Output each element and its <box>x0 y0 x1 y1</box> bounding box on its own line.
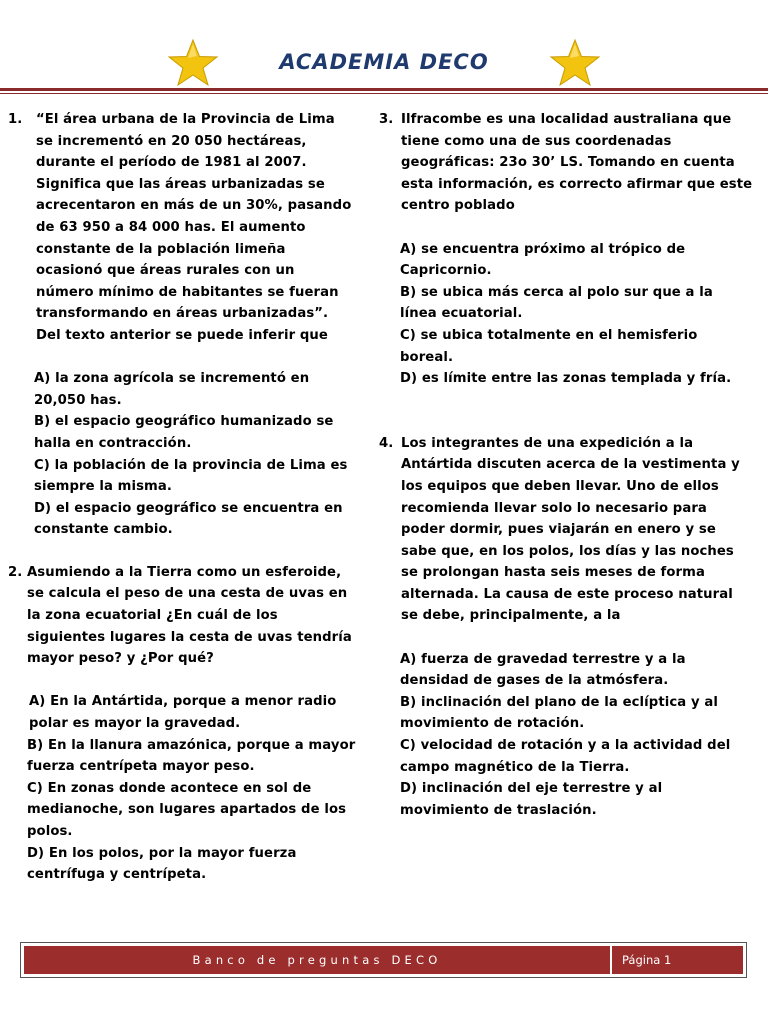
option-b: B) inclinación del plano de la eclíptica y al movimiento de rotación. <box>400 694 718 732</box>
option-b: B) En la llanura amazónica, porque a mayor fuerza centrípeta mayor peso. <box>27 737 356 775</box>
option-d: D) En los polos, por la mayor fuerza centrífuga y centrípeta. <box>27 845 297 883</box>
question-number: 1. <box>8 112 23 127</box>
page-title: ACADEMIA DECO <box>279 50 489 74</box>
question-4 <box>379 433 754 627</box>
question-2 <box>8 562 356 670</box>
options-2 <box>8 691 356 885</box>
options-3 <box>379 239 754 390</box>
option-a: A) la zona agrícola se incrementó en 20,050 has. <box>34 371 310 408</box>
option-a: A) En la Antártida, porque a menor radio polar es mayor la gravedad. <box>29 694 337 732</box>
header-rule-thin <box>0 93 768 94</box>
option-a: A) fuerza de gravedad terrestre y a la densidad de gases de la atmósfera. <box>400 651 686 689</box>
option-c: C) En zonas donde acontece en sol de medianoche, son lugares apartados de los polos. <box>27 780 347 839</box>
option-d: D) inclinación del eje terrestre y al movimiento de traslación. <box>400 781 663 818</box>
question-stem: Los integrantes de una expedición a la Antártida discuten acerca de la vestimenta y los equipos que deben llevar. Uno de ellos recomienda llevar solo lo necesario para poder dormir, pues viajarán en enero y se sabe que, en los polos, los días y las noches se prolongan hasta seis meses de forma alternada. La causa de este proceso natural se debe, principalmente, a la <box>401 435 740 624</box>
options-1 <box>8 368 356 541</box>
question-number: 3. <box>379 112 394 127</box>
right-column <box>379 109 754 821</box>
question-number: 4. <box>379 435 394 451</box>
question-stem: Ilfracombe es una localidad australiana que tiene como una de sus coordenadas geográficas: 23o 30’ LS. Tomando en cuenta esta información, es correcto afirmar que este centro poblado <box>401 112 753 214</box>
header-rule <box>0 88 768 91</box>
footer-label: Banco de preguntas DECO <box>24 946 610 974</box>
option-c: C) velocidad de rotación y a la actividad del campo magnético de la Tierra. <box>400 738 731 775</box>
question-1 <box>8 109 356 347</box>
options-4 <box>379 649 754 822</box>
option-c: C) se ubica totalmente en el hemisferio boreal. <box>400 327 698 365</box>
option-b: B) el espacio geográfico humanizado se halla en contracción. <box>34 414 334 451</box>
option-b: B) se ubica más cerca al polo sur que a la línea ecuatorial. <box>400 284 713 322</box>
question-stem: Asumiendo a la Tierra como un esferoide, se calcula el peso de una cesta de uvas en la zona ecuatorial ¿En cuál de los siguientes lugares la cesta de uvas tendría mayor peso? y ¿Por qué? <box>27 564 352 667</box>
left-column <box>8 109 356 886</box>
star-icon <box>548 38 602 88</box>
option-c: C) la población de la provincia de Lima es siempre la misma. <box>34 457 348 495</box>
question-3 <box>379 109 754 217</box>
question-number: 2. <box>8 564 23 580</box>
page-number: Página 1 <box>612 946 743 974</box>
option-a: A) se encuentra próximo al trópico de Capricornio. <box>400 241 686 279</box>
question-stem: “El área urbana de la Provincia de Lima se incrementó en 20 050 hectáreas, durante el período de 1981 al 2007. Significa que las áreas urbanizadas se acrecentaron en más de un 30%, pasando de 63 950 a 84 000 has. El aumento constante de la población limeña ocasionó que áreas rurales con un número mínimo de habitantes se fueran transformando en áreas urbanizadas”. Del texto anterior se puede inferir que <box>36 112 352 343</box>
option-d: D) el espacio geográfico se encuentra en constante cambio. <box>34 500 343 538</box>
option-d: D) es límite entre las zonas templada y fría. <box>400 371 732 387</box>
